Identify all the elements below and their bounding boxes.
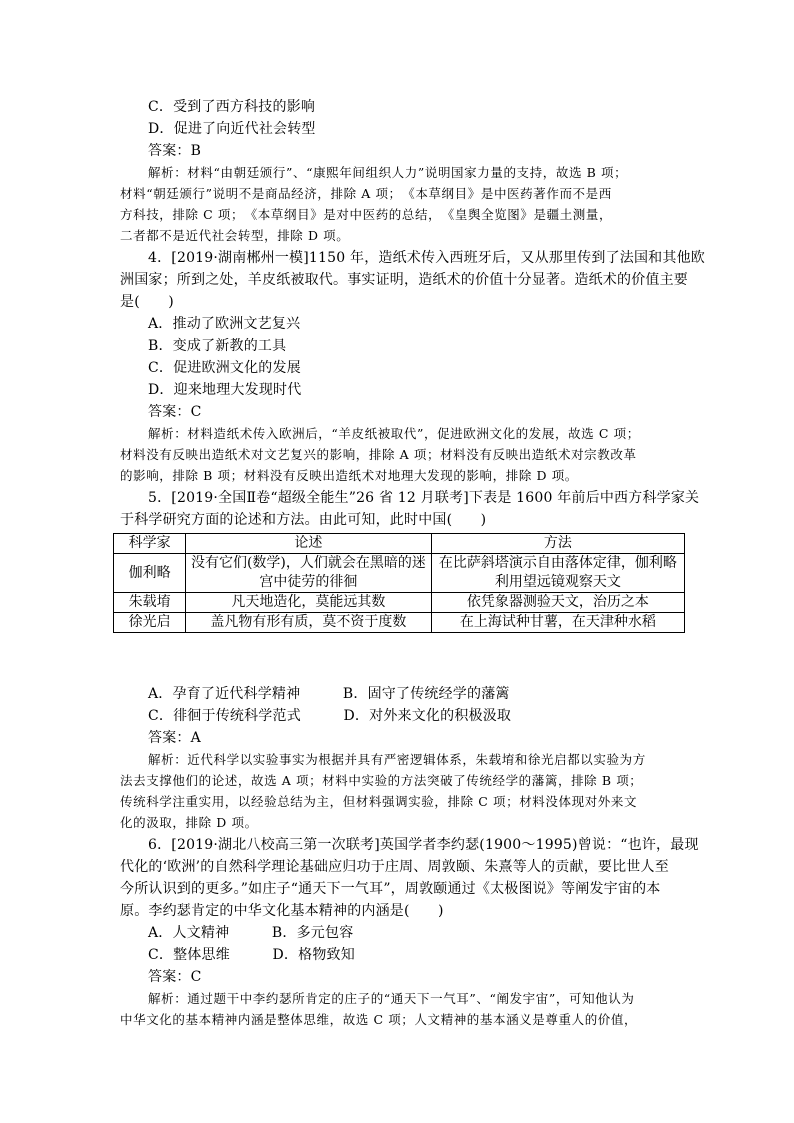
table-cell-statement: 盖凡物有形有质，莫不资于度数 — [186, 613, 432, 633]
question-6-stem: 代化的‘欧洲’的自然科学理论基础应归功于庄周、周敦颐、朱熹等人的贡献，要比世人至 — [120, 859, 669, 875]
question-4-stem: 是( ) — [120, 294, 174, 310]
explanation-line: 解析：近代科学以实验事实为根据并具有严密逻辑体系，朱载堉和徐光启都以实验为方 — [148, 752, 646, 767]
table-row — [114, 613, 685, 633]
table-cell-statement: 没有它们(数学)，人们就会在黑暗的迷宫中徒劳的徘徊 — [186, 554, 432, 593]
option-c: C．促进欧洲文化的发展 — [148, 360, 301, 376]
explanation-line: 的影响，排除 B 项；材料没有反映出造纸术对地理大发现的影响，排除 D 项。 — [120, 468, 578, 483]
answer: 答案：C — [148, 969, 202, 985]
option-c: C．受到了西方科技的影响 — [148, 99, 316, 115]
table-cell-name: 伽利略 — [114, 554, 186, 593]
explanation-line: 方科技，排除 C 项； 《本草纲目》是对中医药的总结， 《皇舆全览图》是疆土测量， — [120, 207, 613, 222]
explanation-line: 解析：材料“由朝廷颁行”、“康熙年间组织人力”说明国家力量的支持，故选 B 项； — [148, 165, 628, 180]
explanation-line: 化的汲取，排除 D 项。 — [120, 815, 258, 830]
explanation-line: 法去支撑他们的论述，故选 A 项；材料中实验的方法突破了传统经学的藩篱，排除 B 项； — [120, 773, 643, 788]
options-c-d: C．整体思维 D．格物致知 — [148, 947, 355, 963]
explanation-line: 解析：材料造纸术传入欧洲后，“羊皮纸被取代”，促进欧洲文化的发展，故选 C 项； — [148, 426, 640, 441]
question-6-stem: 6．[2019·湖北八校高三第一次联考]英国学者李约瑟(1900～1995)曾说：“也许，最现 — [148, 837, 699, 853]
question-6-stem: 今所认识到的更多。”如庄子“通天下一气耳”，周敦颐通过《太极图说》等阐发宇宙的本 — [120, 881, 661, 897]
table-cell-method: 在上海试种甘薯，在天津种水稻 — [431, 613, 684, 633]
table-cell-method: 在比萨斜塔演示自由落体定律，伽利略利用望远镜观察天文 — [431, 554, 684, 593]
answer: 答案：B — [148, 143, 202, 159]
explanation-line: 材料“朝廷颁行”说明不是商品经济，排除 A 项； 《本草纲目》是中医药著作而不是西 — [120, 186, 612, 201]
table-header-cell: 方法 — [431, 534, 684, 554]
explanation-line: 传统科学注重实用，以经验总结为主，但材料强调实验，排除 C 项；材料没体现对外来文 — [120, 794, 638, 809]
table-cell-name: 徐光启 — [114, 613, 186, 633]
explanation-line: 解析：通过题干中李约瑟所肯定的庄子的“通天下一气耳”、“阐发宇宙”，可知他认为 — [148, 991, 635, 1006]
explanation-line: 中华文化的基本精神内涵是整体思维，故选 C 项；人文精神的基本涵义是尊重人的价值， — [120, 1012, 638, 1027]
table-header-row — [114, 534, 685, 554]
table-cell-statement: 凡天地造化，莫能远其数 — [186, 593, 432, 613]
question-5-stem: 5．[2019·全国Ⅱ卷“超级全能生”26 省 12 月联考]下表是 1600 年前后中西方科学家关 — [148, 490, 700, 506]
option-d: D．迎来地理大发现时代 — [148, 382, 302, 398]
question-4-stem: 洲国家；所到之处，羊皮纸被取代。事实证明，造纸术的价值十分显著。造纸术的价值主要 — [120, 272, 688, 288]
table-header-cell: 论述 — [186, 534, 432, 554]
table-cell-name: 朱载堉 — [114, 593, 186, 613]
question-6-stem: 原。李约瑟肯定的中华文化基本精神的内涵是( ) — [120, 903, 444, 919]
table-header-cell: 科学家 — [114, 534, 186, 554]
question-5-stem: 于科学研究方面的论述和方法。由此可知，此时中国( ) — [120, 512, 487, 528]
options-a-b: A．孕育了近代科学精神 B．固守了传统经学的藩篱 — [148, 686, 510, 702]
explanation-line: 二者都不是近代社会转型，排除 D 项。 — [120, 228, 350, 243]
table-row — [114, 593, 685, 613]
option-d: D．促进了向近代社会转型 — [148, 121, 316, 137]
table-row — [114, 554, 685, 593]
options-a-b: A．人文精神 B．多元包容 — [148, 925, 354, 941]
option-a: A．推动了欧洲文艺复兴 — [148, 316, 301, 332]
option-b: B．变成了新教的工具 — [148, 338, 287, 354]
answer: 答案：A — [148, 730, 201, 746]
options-c-d: C．徘徊于传统科学范式 D．对外来文化的积极汲取 — [148, 708, 512, 724]
scientists-table — [113, 533, 685, 633]
question-4-stem: 4．[2019·湖南郴州一模]1150 年，造纸术传入西班牙后，又从那里传到了法国和其他欧 — [148, 250, 705, 266]
table-cell-method: 依凭象器测验天文，治历之本 — [431, 593, 684, 613]
answer: 答案：C — [148, 404, 202, 420]
explanation-line: 材料没有反映出造纸术对文艺复兴的影响，排除 A 项；材料没有反映出造纸术对宗教改革 — [120, 447, 637, 462]
